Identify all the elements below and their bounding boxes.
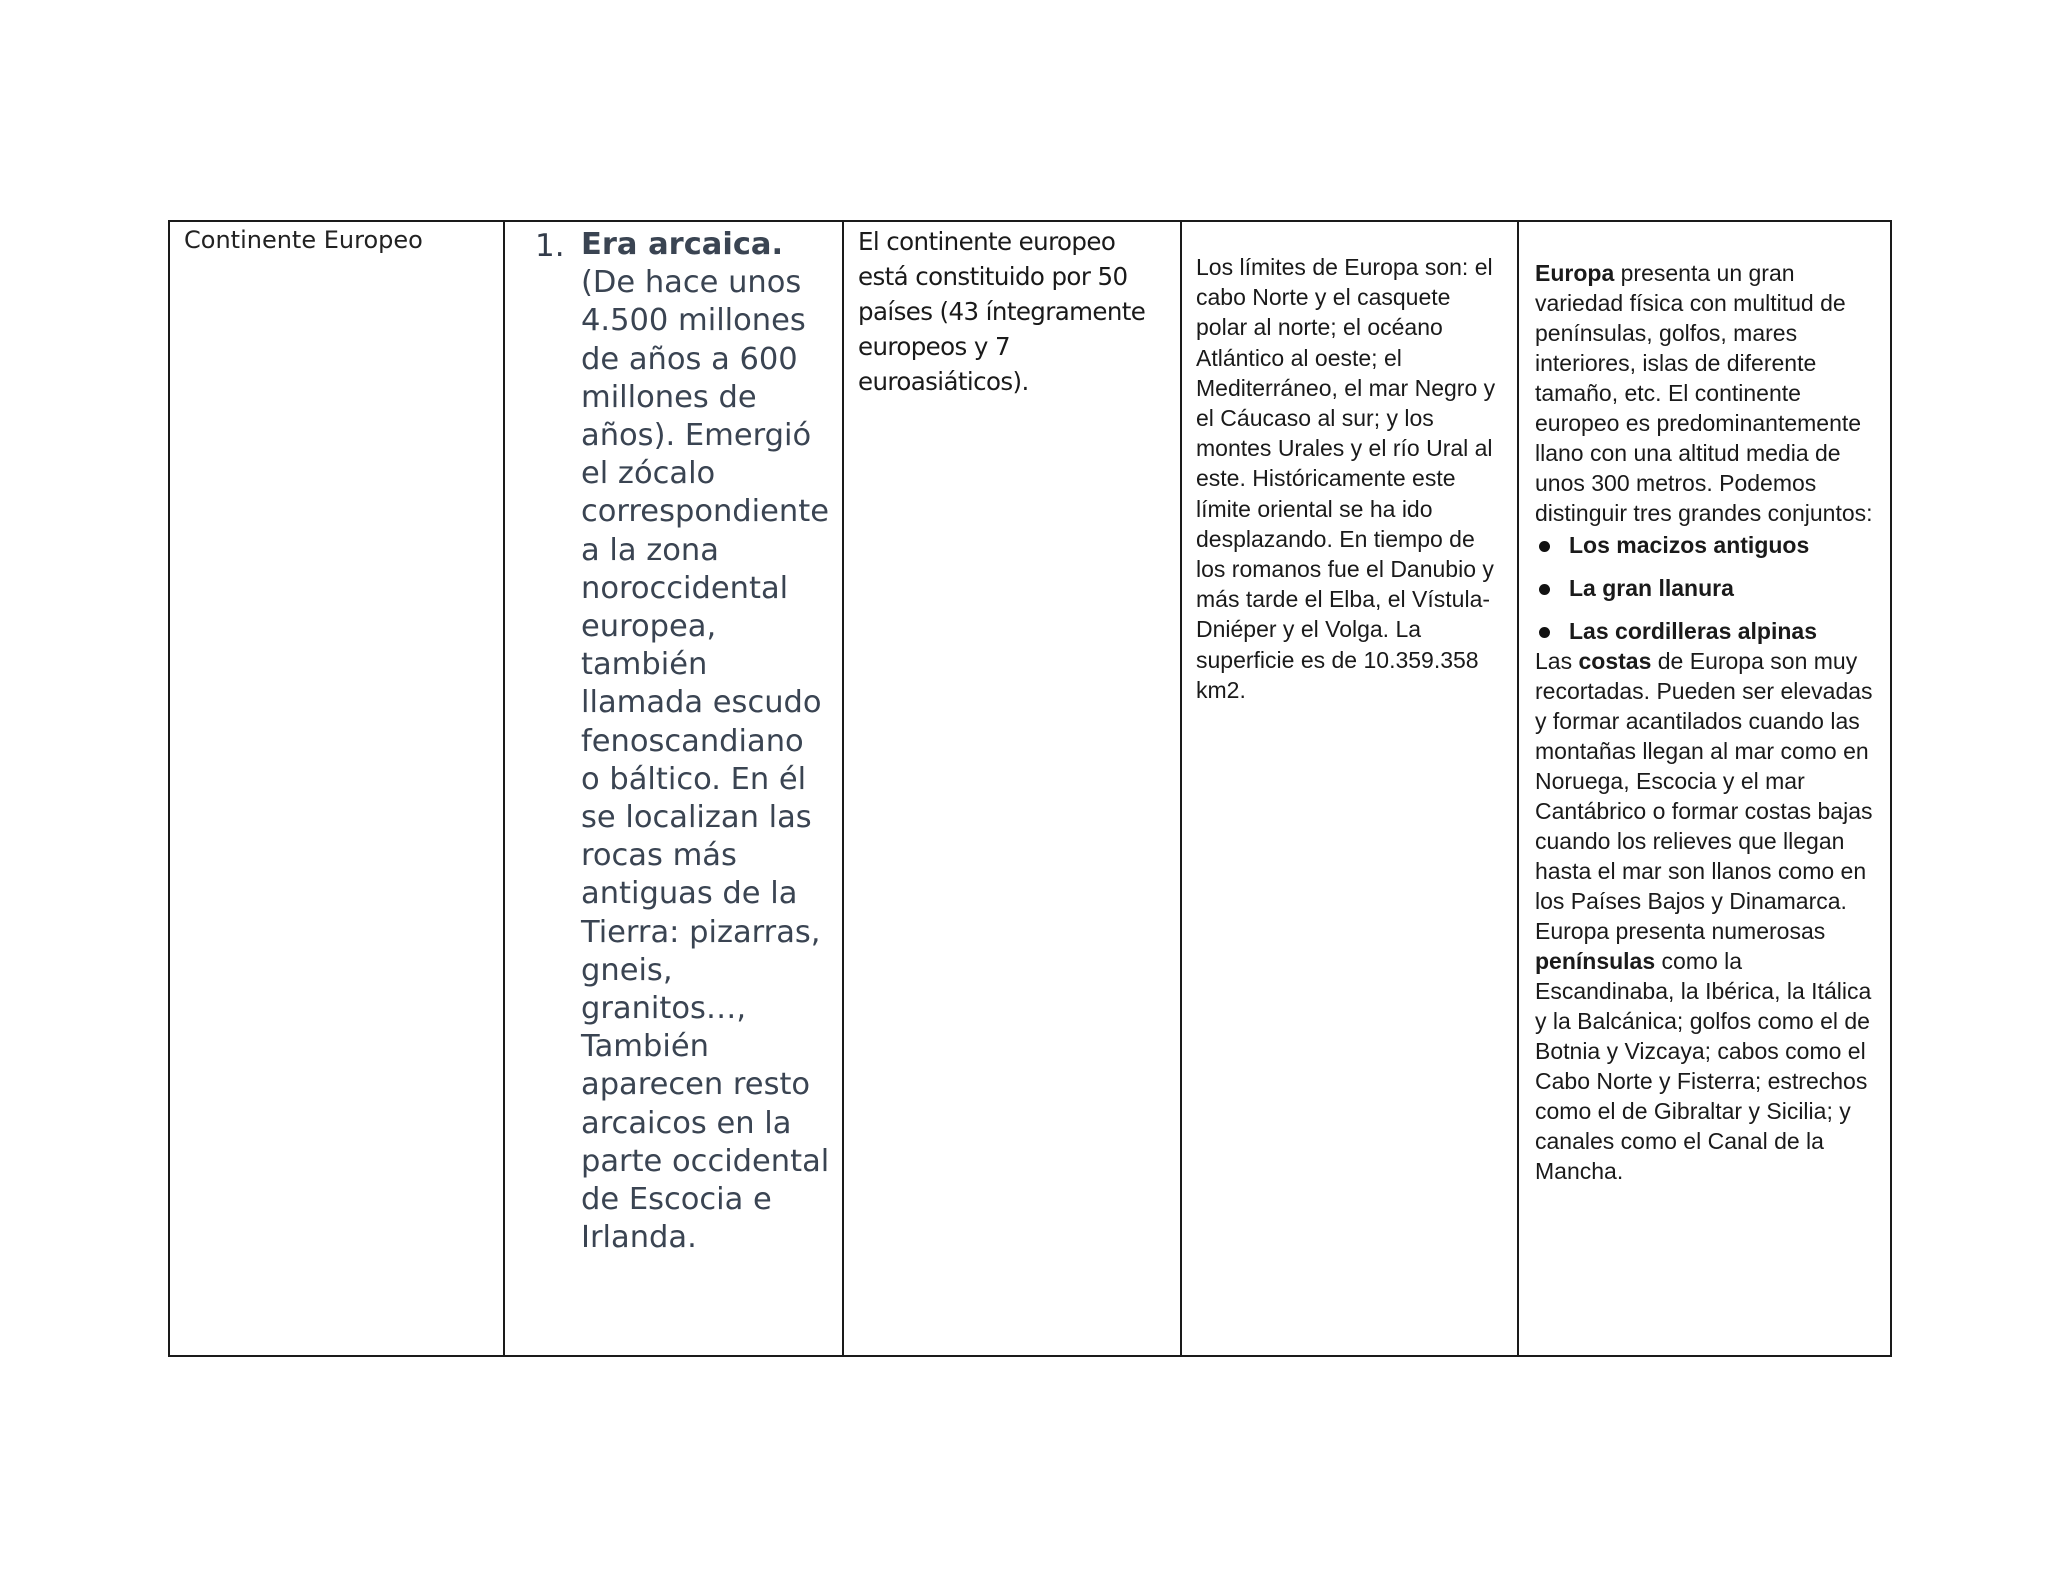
list-item bbox=[1535, 530, 1882, 560]
era-paragraph bbox=[581, 226, 832, 1257]
bullet-icon bbox=[1539, 584, 1550, 595]
relief-intro-text: presenta un gran variedad física con multitud de penínsulas, golfos, mares interiores, islas de diferente tamaño, etc. El continente europeo es predominantemente llano con una altitud media de unos 300 metros. Podemos distinguir tres grandes conjuntos: bbox=[1535, 260, 1873, 526]
era-list-item bbox=[505, 222, 842, 1257]
continent-label: Continente Europeo bbox=[184, 226, 423, 254]
table-row bbox=[169, 221, 1891, 1356]
cell-relief bbox=[1518, 221, 1891, 1356]
coasts-pre: Las bbox=[1535, 648, 1579, 674]
bullet-label: Las cordilleras alpinas bbox=[1569, 618, 1818, 644]
peninsulas-bold: penínsulas bbox=[1535, 948, 1656, 974]
coasts-paragraph bbox=[1535, 646, 1882, 1186]
bullet-icon bbox=[1539, 627, 1550, 638]
relief-content bbox=[1519, 222, 1890, 1186]
cell-era-arcaica bbox=[504, 221, 843, 1356]
bullet-icon bbox=[1539, 541, 1550, 552]
countries-text: El continente europeo está constituido por 50 países (43 íntegramente europeos y 7 euroasiáticos). bbox=[858, 227, 1146, 396]
relief-intro bbox=[1535, 258, 1882, 528]
peninsulas-text: como la Escandinaba, la Ibérica, la Itálica y la Balcánica; golfos como el de Botnia y Vizcaya; cabos como el Cabo Norte y Fisterra; estrechos como el de Gibraltar y Sicilia; y canales como el Canal de la Mancha. bbox=[1535, 948, 1872, 1184]
content-table bbox=[168, 220, 1892, 1357]
cell-countries bbox=[843, 221, 1181, 1356]
era-description: (De hace unos 4.500 millones de años a 600 millones de años). Emergió el zócalo correspondiente a la zona noroccidental europea, también llamada escudo fenoscandiano o báltico. En él se localizan las rocas más antiguas de la Tierra: pizarras, gneis, granitos…, También aparecen resto arcaicos en la parte occidental de Escocia e Irlanda. bbox=[581, 265, 830, 1256]
list-number: 1. bbox=[535, 228, 565, 264]
list-item bbox=[1535, 616, 1882, 646]
era-heading: Era arcaica. bbox=[581, 227, 784, 262]
limits-text: Los límites de Europa son: el cabo Norte y el casquete polar al norte; el océano Atlántico al oeste; el Mediterráneo, el mar Negro y el Cáucaso al sur; y los montes Urales y el río Ural al este. Históricamente este límite oriental se ha ido desplazando. En tiempo de los romanos fue el Danubio y más tarde el Elba, el Vístula-Dniéper y el Volga. La superficie es de 10.359.358 km2. bbox=[1196, 254, 1496, 703]
bullet-label: Los macizos antiguos bbox=[1569, 532, 1810, 558]
coasts-bold: costas bbox=[1578, 648, 1652, 674]
cell-limits bbox=[1181, 221, 1518, 1356]
bullet-label: La gran llanura bbox=[1569, 575, 1734, 601]
europa-bold: Europa bbox=[1535, 260, 1615, 286]
relief-bullet-list bbox=[1535, 530, 1882, 646]
list-item bbox=[1535, 573, 1882, 603]
coasts-text: de Europa son muy recortadas. Pueden ser elevadas y formar acantilados cuando las montañas llegan al mar como en Noruega, Escocia y el mar Cantábrico o formar costas bajas cuando los relieves que llegan hasta el mar son llanos como en los Países Bajos y Dinamarca. Europa presenta numerosas bbox=[1535, 648, 1873, 944]
cell-continent bbox=[169, 221, 504, 1356]
